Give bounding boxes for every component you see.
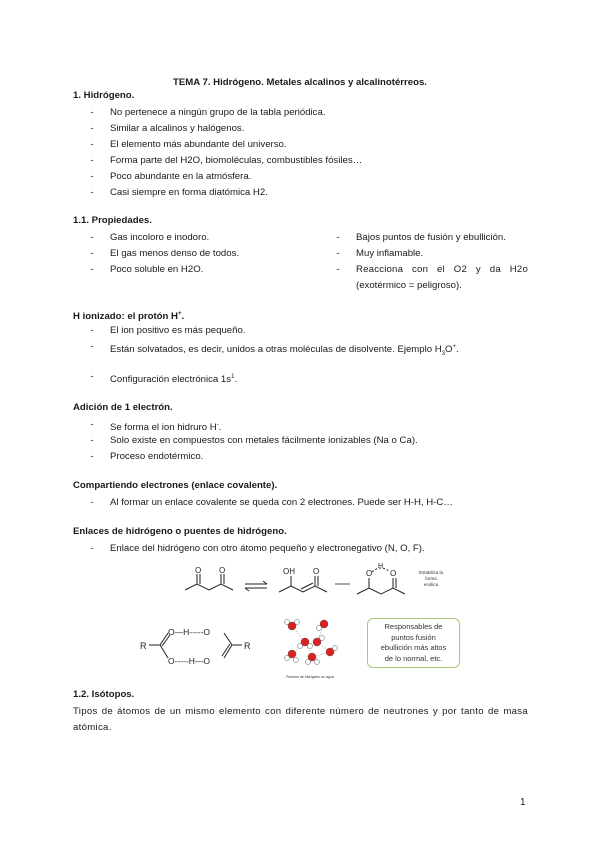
callout-line: Responsables de [384, 622, 443, 631]
section-heading-isotopos: 1.2. Isótopos. [73, 689, 135, 700]
text: . [218, 422, 222, 434]
list-item: Reacciona con el O2 y da H2o [356, 264, 528, 275]
bullet-dash: - [90, 248, 94, 259]
bullet-dash: - [90, 325, 94, 336]
enol-o-label: O [313, 567, 320, 576]
list-item: Enlace del hidrógeno con otro átomo pequeño y electronegativo (N, O, F). [110, 543, 425, 554]
list-item: Solo existe en compuestos con metales fácilmente ionizables (Na o Ca). [110, 435, 418, 446]
text: Configuración electrónica 1s [110, 374, 232, 386]
list-item [110, 419, 221, 434]
text: O [445, 344, 453, 356]
bullet-dash: - [90, 107, 94, 118]
callout-line: de lo normal, etc. [384, 653, 443, 663]
text: . [456, 344, 459, 356]
superscript: - [216, 422, 219, 428]
bullet-dash: - [336, 248, 340, 259]
side-note-line3: enólica [423, 582, 439, 587]
dimer-top-label: O—H-----O [168, 627, 211, 637]
callout-line: ebullición más altos [380, 643, 447, 652]
keto-o1-label: O [195, 566, 202, 575]
list-item: Poco abundante en la atmósfera. [110, 171, 252, 182]
equilibrium-arrows-icon [245, 581, 267, 591]
bullet-dash: - [90, 171, 94, 182]
bullet-dash: - [336, 232, 340, 243]
chelate-o1-label: O [366, 569, 373, 578]
keto-structure [185, 574, 233, 590]
paragraph-isotopos-line1: Tipos de átomos de un mismo elemento con diferente número de neutrones y por tanto de masa [73, 706, 528, 717]
list-item [110, 341, 459, 360]
list-item: Gas incoloro e inodoro. [110, 232, 210, 243]
list-item: Similar a alcalinos y halógenos. [110, 123, 245, 134]
keto-enol-figure [175, 560, 455, 610]
chelate-h-label: H [378, 563, 384, 570]
water-molecules [285, 620, 338, 665]
page-number: 1 [520, 797, 526, 808]
bullet-dash: - [90, 419, 94, 430]
bullet-dash: - [90, 543, 94, 554]
list-item: El ion positivo es más pequeño. [110, 325, 246, 336]
list-item: Proceso endotérmico. [110, 451, 204, 462]
keto-o2-label: O [219, 566, 226, 575]
paragraph-isotopos-line2: atómica. [73, 722, 112, 733]
dimer-bottom-label: O-----H—O [168, 656, 211, 666]
bullet-dash: - [90, 139, 94, 150]
dimer-r-left: R [140, 641, 147, 651]
list-item: El gas menos denso de todos. [110, 248, 240, 259]
bullet-dash: - [90, 187, 94, 198]
section-heading-proton [73, 308, 184, 323]
section-heading-puentes: Enlaces de hidrógeno o puentes de hidrógeno. [73, 526, 287, 537]
list-item: Casi siempre en forma diatómica H2. [110, 187, 268, 198]
list-item: Al formar un enlace covalente se queda con 2 electrones. Puede ser H-H, H-C… [110, 497, 453, 508]
heading-text: H ionizado: el protón H [73, 311, 178, 323]
enol-structure [279, 576, 327, 592]
superscript: + [452, 344, 457, 350]
page-title: TEMA 7. Hidrógeno. Metales alcalinos y alcalinotérreos. [173, 77, 427, 88]
superscript: 1 [231, 374, 235, 380]
bullet-dash: - [90, 123, 94, 134]
bullet-dash: - [336, 264, 340, 275]
section-heading-hidrogeno: 1. Hidrógeno. [73, 90, 135, 101]
bullet-dash: - [90, 155, 94, 166]
dimer-r-right: R [244, 641, 251, 651]
acid-dimer-figure [138, 618, 258, 674]
bullet-dash: - [90, 264, 94, 275]
chelate-o2-label: O [390, 569, 397, 578]
text: . [234, 374, 238, 386]
bullet-dash: - [90, 341, 94, 352]
list-item: Bajos puntos de fusión y ebullición. [356, 232, 506, 243]
list-item: No pertenece a ningún grupo de la tabla periódica. [110, 107, 326, 118]
bullet-dash: - [90, 497, 94, 508]
water-caption: Puentes de hidrógeno en agua [286, 675, 334, 679]
list-item: Muy inflamable. [356, 248, 424, 259]
text: Están solvatados, es decir, unidos a otras moléculas de disolvente. Ejemplo H [110, 344, 442, 356]
water-hbond-figure [272, 612, 352, 682]
list-item [110, 371, 237, 386]
bullet-dash: - [90, 371, 94, 382]
enol-oh-label: OH [283, 567, 295, 576]
section-heading-covalente: Compartiendo electrones (enlace covalente). [73, 480, 278, 491]
bullet-dash: - [90, 451, 94, 462]
side-note-line1: Estabiliza la [418, 570, 444, 575]
section-heading-adicion: Adición de 1 electrón. [73, 402, 173, 413]
bullet-dash: - [90, 435, 94, 446]
chelated-enol-structure [357, 568, 405, 594]
subscript: 3 [441, 351, 446, 358]
side-note-line2: forma [425, 576, 437, 581]
callout-line: puntos fusión [391, 632, 436, 642]
heading-end: . [181, 311, 185, 323]
list-item: Poco soluble en H2O. [110, 264, 204, 275]
list-item-continuation: (exotérmico = peligroso). [356, 280, 462, 291]
list-item: El elemento más abundante del universo. [110, 139, 287, 150]
superscript: + [178, 311, 182, 317]
list-item: Forma parte del H2O, biomoléculas, combustibles fósiles… [110, 155, 363, 166]
text: Se forma el ion hidruro H [110, 422, 217, 434]
callout-box [367, 618, 460, 668]
section-heading-propiedades: 1.1. Propiedades. [73, 215, 152, 226]
bullet-dash: - [90, 232, 94, 243]
